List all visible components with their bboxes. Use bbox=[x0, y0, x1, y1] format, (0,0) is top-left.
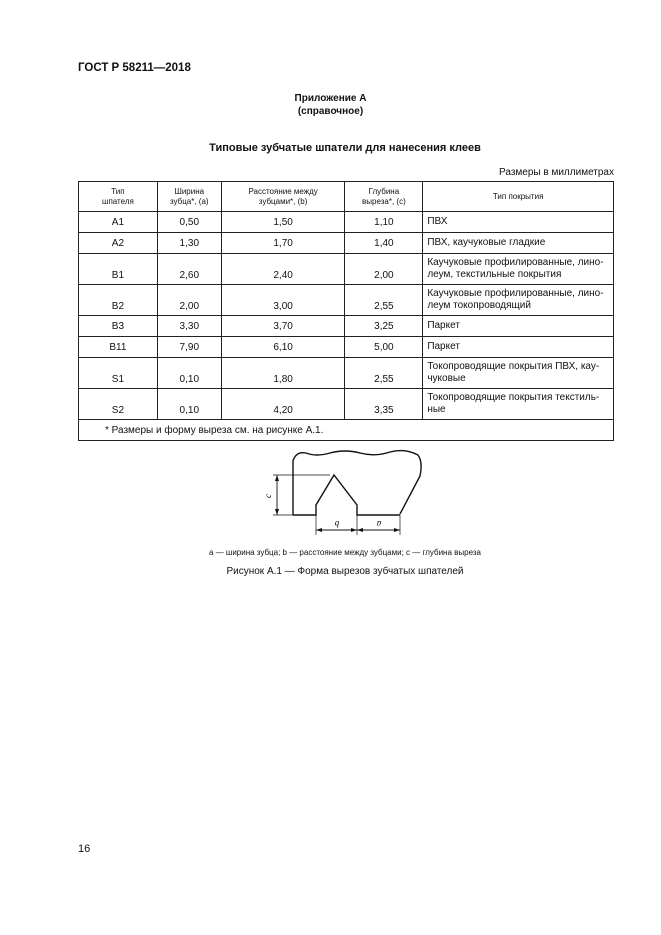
table-row bbox=[79, 285, 614, 316]
col-header-width: Ширина зубца*, (a) bbox=[157, 182, 221, 212]
units-note: Размеры в миллиметрах bbox=[499, 167, 614, 178]
notch-shape-figure bbox=[0, 445, 661, 565]
dim-a-arrow-left bbox=[357, 528, 363, 532]
document-id: ГОСТ Р 58211—2018 bbox=[78, 62, 191, 74]
cell-a: 2,00 bbox=[157, 285, 221, 316]
cell-c: 1,10 bbox=[345, 212, 423, 233]
annex-subtitle: (справочное) bbox=[297, 106, 364, 117]
cell-coating: ПВХ bbox=[423, 212, 614, 233]
cell-c: 2,55 bbox=[345, 285, 423, 316]
table-row bbox=[79, 358, 614, 389]
cell-b: 4,20 bbox=[221, 389, 345, 420]
cell-a: 3,30 bbox=[157, 316, 221, 337]
cell-c: 1,40 bbox=[345, 233, 423, 254]
label-c: c bbox=[263, 494, 273, 498]
figure-caption: Рисунок А.1 — Форма вырезов зубчатых шпателей bbox=[226, 566, 464, 577]
table-row bbox=[79, 233, 614, 254]
dim-c-arrow-top bbox=[275, 475, 279, 481]
col-header-depth: Глубина выреза*, (c) bbox=[345, 182, 423, 212]
dim-a-arrow-right bbox=[394, 528, 400, 532]
cell-c: 3,35 bbox=[345, 389, 423, 420]
cell-type: S2 bbox=[79, 389, 158, 420]
tooth-profile bbox=[293, 475, 400, 515]
cell-b: 2,40 bbox=[221, 254, 345, 285]
cell-type: B1 bbox=[79, 254, 158, 285]
dim-c-arrow-bottom bbox=[275, 509, 279, 515]
page-number: 16 bbox=[78, 843, 91, 855]
cell-a: 0,10 bbox=[157, 389, 221, 420]
cell-coating: Каучуковые профилированные, лино- леум токопроводящий bbox=[423, 285, 614, 316]
cell-coating: Паркет bbox=[423, 337, 614, 358]
cell-coating: Паркет bbox=[423, 316, 614, 337]
cell-a: 1,30 bbox=[157, 233, 221, 254]
table-row bbox=[79, 389, 614, 420]
table-row bbox=[79, 212, 614, 233]
annex-title: Приложение А bbox=[294, 93, 367, 104]
col-header-coating: Тип покрытия bbox=[423, 182, 614, 212]
table-row bbox=[79, 254, 614, 285]
cell-type: S1 bbox=[79, 358, 158, 389]
label-b: b bbox=[334, 519, 340, 529]
cell-type: A2 bbox=[79, 233, 158, 254]
cell-coating: Каучуковые профилированные, лино- леум, текстильные покрытия bbox=[423, 254, 614, 285]
cell-type: B11 bbox=[79, 337, 158, 358]
spatula-table bbox=[78, 181, 614, 441]
label-a: a bbox=[376, 519, 382, 529]
cell-a: 0,50 bbox=[157, 212, 221, 233]
col-header-type: Тип шпателя bbox=[79, 182, 158, 212]
cell-type: A1 bbox=[79, 212, 158, 233]
annex-heading bbox=[0, 92, 661, 118]
footnote-row bbox=[79, 420, 614, 441]
cell-coating: ПВХ, каучуковые гладкие bbox=[423, 233, 614, 254]
col-header-distance: Расстояние между зубцами*, (b) bbox=[221, 182, 345, 212]
cell-b: 1,50 bbox=[221, 212, 345, 233]
cell-b: 1,80 bbox=[221, 358, 345, 389]
cell-c: 3,25 bbox=[345, 316, 423, 337]
cell-b: 3,70 bbox=[221, 316, 345, 337]
cell-c: 2,55 bbox=[345, 358, 423, 389]
table-row bbox=[79, 337, 614, 358]
dim-b-arrow-left bbox=[316, 528, 322, 532]
table-footnote: * Размеры и форму выреза см. на рисунке А.1. bbox=[79, 420, 614, 441]
dim-b-arrow-right bbox=[351, 528, 357, 532]
cell-b: 1,70 bbox=[221, 233, 345, 254]
cell-type: B3 bbox=[79, 316, 158, 337]
cell-b: 3,00 bbox=[221, 285, 345, 316]
cell-a: 0,10 bbox=[157, 358, 221, 389]
table-header-row bbox=[79, 182, 614, 212]
cell-a: 2,60 bbox=[157, 254, 221, 285]
table-row bbox=[79, 316, 614, 337]
cell-c: 5,00 bbox=[345, 337, 423, 358]
table-title: Типовые зубчатые шпатели для нанесения клеев bbox=[209, 142, 481, 154]
cell-coating: Токопроводящие покрытия ПВХ, кау- чуковые bbox=[423, 358, 614, 389]
figure-legend: a — ширина зубца; b — расстояние между зубцами; c — глубина выреза bbox=[209, 548, 481, 557]
cell-a: 7,90 bbox=[157, 337, 221, 358]
cell-coating: Токопроводящие покрытия текстиль- ные bbox=[423, 389, 614, 420]
cell-b: 6,10 bbox=[221, 337, 345, 358]
cell-type: B2 bbox=[79, 285, 158, 316]
cell-c: 2,00 bbox=[345, 254, 423, 285]
